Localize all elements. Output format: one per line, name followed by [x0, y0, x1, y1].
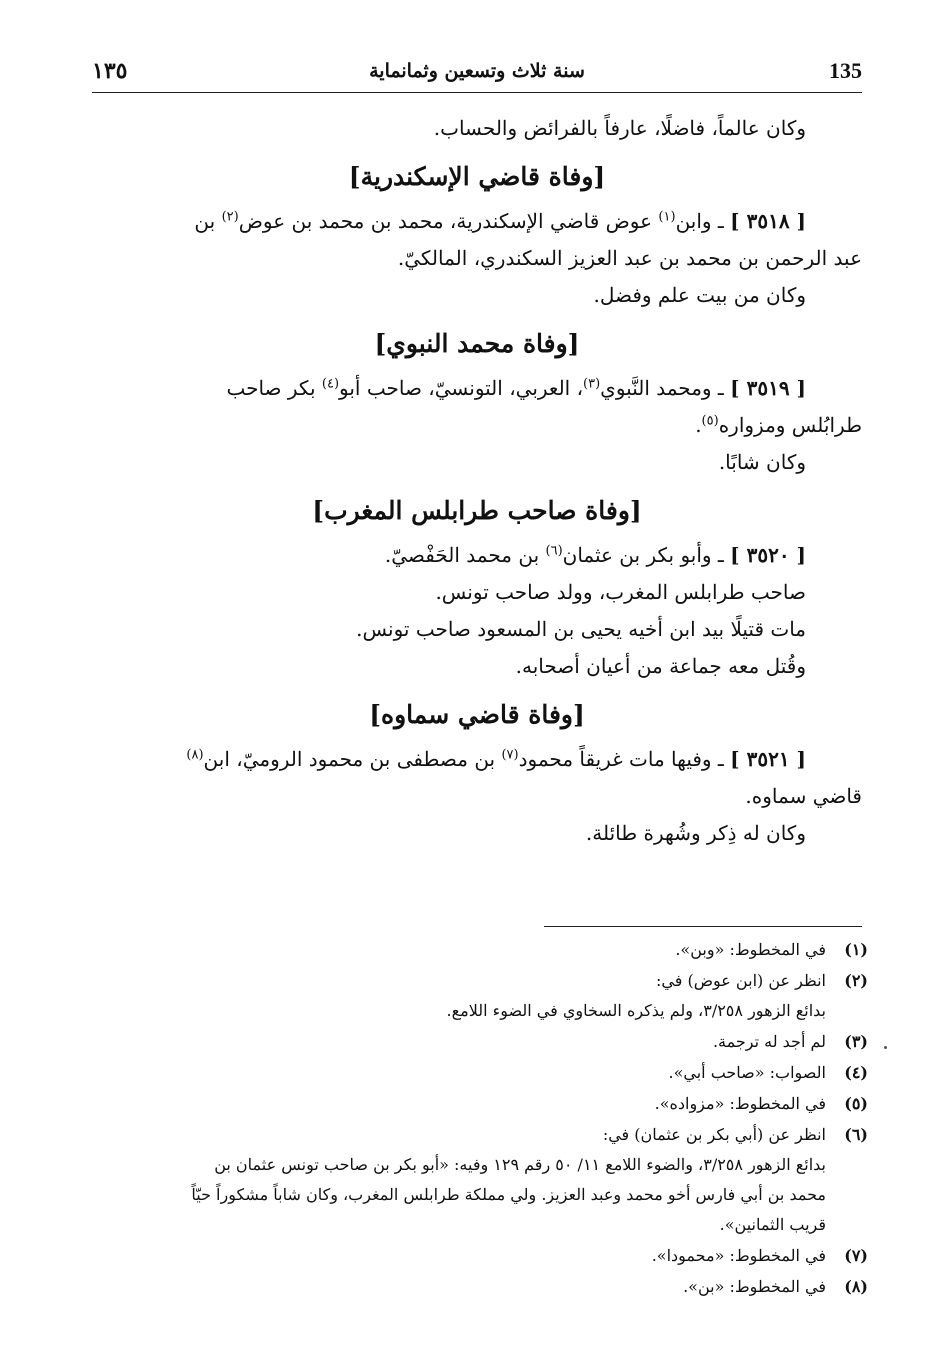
- entry-note: وكان من بيت علم وفضل.: [593, 283, 806, 307]
- entry-text: .: [695, 413, 702, 437]
- footnote-text: انظر عن (ابن عوض) في:: [655, 971, 826, 990]
- entry-line: [92, 407, 862, 444]
- main-text: [92, 110, 862, 852]
- entry-text: طرابُلس ومزواره: [718, 413, 862, 437]
- page-number-arabic: ١٣٥: [92, 58, 128, 84]
- entry-text: بن: [194, 209, 222, 233]
- footnote-number: (٧): [844, 1246, 868, 1265]
- entry-text: ـ وفيها مات غريقاً محمود: [518, 747, 731, 771]
- footnote-text: في المخطوط: «بن».: [683, 1277, 826, 1296]
- footnote-ref[interactable]: (٢): [221, 209, 239, 225]
- entry-number: [ ٣٥٢٠ ]: [730, 543, 806, 567]
- footnote-continuation: قريب الثمانين».: [719, 1215, 826, 1234]
- section-title: [وفاة قاضي الإسكندرية]: [348, 162, 606, 191]
- footnote-text: في المخطوط: «مزواده».: [654, 1094, 826, 1113]
- entry-line: [92, 203, 862, 240]
- footnote-number: (٤): [844, 1063, 868, 1082]
- entry-note: وكان له ذِكر وشُهرة طائلة.: [585, 821, 806, 845]
- footnote: [92, 1271, 868, 1302]
- entry-line: قاضي سماوه.: [745, 784, 862, 808]
- footnote-ref[interactable]: (٤): [321, 376, 340, 392]
- entry-text: ، العربي، التونسيّ، صاحب أبو: [339, 376, 584, 400]
- footnote-ref[interactable]: (٧): [501, 747, 519, 763]
- entry-text: ـ وابن: [675, 209, 731, 233]
- footnote-continuation: بدائع الزهور ٣/٢٥٨، والضوء اللامع ١١/ ٥٠ رقم ١٢٩ وفيه: «أبو بكر بن صاحب تونس عثمان بن: [214, 1155, 826, 1174]
- footnote: [92, 1119, 868, 1150]
- footnote: [92, 965, 868, 996]
- footnote-continuation: بدائع الزهور ٣/٢٥٨، ولم يذكره السخاوي في الضوء اللامع.: [446, 1001, 826, 1020]
- section-title: [وفاة صاحب طرابلس المغرب]: [312, 496, 642, 525]
- page-number-latin: 135: [829, 58, 862, 83]
- footnote-rule: [544, 926, 862, 927]
- footnote-ref[interactable]: (٨): [186, 747, 204, 763]
- footnote: [92, 1240, 868, 1271]
- scan-speck: [884, 1046, 887, 1049]
- entry-text: عوض قاضي الإسكندرية، محمد بن محمد بن عوض: [238, 209, 659, 233]
- section-title: [وفاة محمد النبوي]: [374, 329, 580, 358]
- entry-text: بن مصطفى بن محمود الروميّ، ابن: [203, 747, 502, 771]
- footnote: [92, 1057, 868, 1088]
- entry-note: وكان شابًا.: [718, 450, 806, 474]
- entry-text: ـ ومحمد النَّبوي: [600, 376, 731, 400]
- entry-number: [ ٣٥٢١ ]: [730, 747, 806, 771]
- entry-text: بن محمد الحَفْصيّ.: [384, 543, 546, 567]
- section-title: [وفاة قاضي سماوه]: [369, 700, 585, 729]
- entry-line: [92, 537, 862, 574]
- footnote-text: في المخطوط: «وبن».: [675, 940, 826, 959]
- entry-line: [92, 741, 862, 778]
- footnote-number: (٦): [844, 1125, 868, 1144]
- footnote-number: (٨): [844, 1277, 868, 1296]
- footnote-number: (٣): [844, 1032, 868, 1051]
- footnote-text: الصواب: «صاحب أبي».: [668, 1063, 826, 1082]
- footnote-ref[interactable]: (٦): [545, 543, 563, 559]
- footnote: [92, 1026, 868, 1057]
- intro-line: وكان عالماً، فاضلًا، عارفاً بالفرائض والحساب.: [433, 116, 806, 140]
- entry-note: وقُتل معه جماعة من أعيان أصحابه.: [515, 654, 806, 678]
- entry-line: عبد الرحمن بن محمد بن عبد العزيز السكندري، المالكيّ.: [397, 246, 862, 270]
- entry-text: ـ وأبو بكر بن عثمان: [562, 543, 731, 567]
- footnote-number: (٥): [844, 1094, 868, 1113]
- footnotes: [92, 934, 868, 1302]
- footnote-text: انظر عن (أبي بكر بن عثمان) في:: [602, 1125, 826, 1144]
- entry-note: صاحب طرابلس المغرب، وولد صاحب تونس.: [435, 580, 806, 604]
- page-header: [92, 58, 862, 92]
- entry-line: [92, 370, 862, 407]
- footnote: [92, 934, 868, 965]
- entry-number: [ ٣٥١٨ ]: [730, 209, 806, 233]
- footnote-ref[interactable]: (٥): [701, 413, 719, 429]
- footnote-number: (١): [844, 940, 868, 959]
- header-rule: [92, 92, 862, 93]
- footnote-text: لم أجد له ترجمة.: [712, 1032, 826, 1051]
- footnote-ref[interactable]: (٣): [583, 376, 601, 392]
- footnote-ref[interactable]: (١): [658, 209, 676, 225]
- footnote-text: في المخطوط: «محمودا».: [651, 1246, 826, 1265]
- running-title: سنة ثلاث وتسعين وثمانماية: [369, 60, 585, 82]
- footnote-number: (٢): [844, 971, 868, 990]
- entry-number: [ ٣٥١٩ ]: [730, 376, 806, 400]
- entry-note: مات قتيلًا بيد ابن أخيه يحيى بن المسعود صاحب تونس.: [356, 617, 806, 641]
- footnote-continuation: محمد بن أبي فارس أخو محمد وعبد العزيز. ولي مملكة طرابلس المغرب، وكان شاباً مشكوراً حيّاً: [191, 1185, 826, 1204]
- entry-text: بكر صاحب: [226, 376, 322, 400]
- footnote: [92, 1088, 868, 1119]
